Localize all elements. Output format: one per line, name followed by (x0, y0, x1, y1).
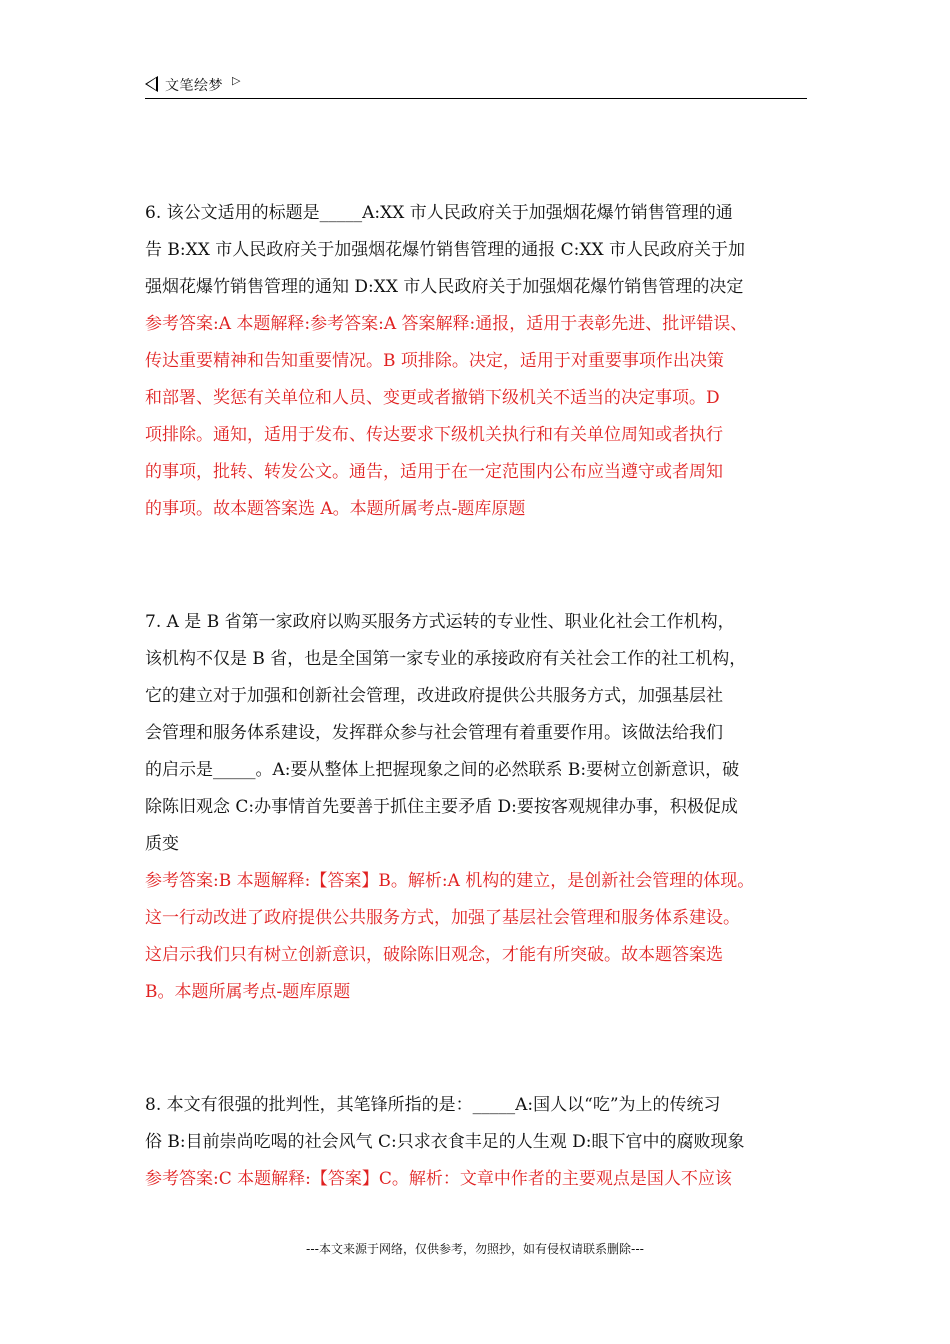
question-text: 8. 本文有很强的批判性，其笔锋所指的是：_____A:国人以“吃”为上的传统习 俗 B:目前崇尚吃喝的社会风气 C:只求衣食丰足的人生观 D:眼下官中的腐败现象 (145, 1095, 745, 1152)
header-brand: 文笔绘梦 (165, 78, 223, 94)
question-answer: 参考答案:B 本题解释:【答案】B。解析:A 机构的建立，是创新社会管理的体现。 这一行动改进了政府提供公共服务方式，加强了基层社会管理和服务体系建设。 这启示我们只有树立创新意识，破除陈旧观念，才能有所突破。故本题答案选 B。本题所属考点-题库原题 (145, 871, 755, 1002)
question-text: 7. A 是 B 省第一家政府以购买服务方式运转的专业性、职业化社会工作机构， 该机构不仅是 B 省，也是全国第一家专业的承接政府有关社会工作的社工机构， 它的建立对于加强和创新社会管理，改进政府提供公共服务方式，加强基层社 会管理和服务体系建设，发挥群众参与社会管理有着重要作用。该做法给我们 的启示是_____。A:要从整体上把握现象之间的必然联系 B:要树立创新意识，破 除陈旧观念 C:办事情首先要善于抓住主要矛盾 D:要按客观规律办事，积极促成 质变 (145, 612, 747, 854)
question-text: 6. 该公文适用的标题是_____A:XX 市人民政府关于加强烟花爆竹销售管理的通 告 B:XX 市人民政府关于加强烟花爆竹销售管理的通报 C:XX 市人民政府关于加 强烟花爆竹销售管理的通知 D:XX 市人民政府关于加强烟花爆竹销售管理的决定 (145, 203, 745, 297)
page-footer: ---本文来源于网络，仅供参考，勿照抄，如有侵权请联系删除--- (306, 1242, 644, 1256)
right-triangle-icon: ▷ (232, 74, 241, 87)
question-8 (145, 1087, 815, 1198)
page-header (145, 74, 807, 99)
question-7 (145, 604, 815, 1011)
question-answer: 参考答案:A 本题解释:参考答案:A 答案解释:通报，适用于表彰先进、批评错误、 传达重要精神和告知重要情况。B 项排除。决定，适用于对重要事项作出决策 和部署、奖惩有关单位和人员、变更或者撤销下级机关不适当的决定事项。D 项排除。通知，适用于发布、传达要求下级机关执行和有关单位周知或者执行 的事项，批转、转发公文。通告，适用于在一定范围内公布应当遵守或者周知 的事项。故本题答案选 A。本题所属考点-题库原题 (145, 314, 748, 519)
left-triangle-icon (145, 76, 158, 92)
question-answer: 参考答案:C 本题解释:【答案】C。解析：文章中作者的主要观点是国人不应该 (145, 1169, 732, 1189)
question-6 (145, 195, 815, 528)
